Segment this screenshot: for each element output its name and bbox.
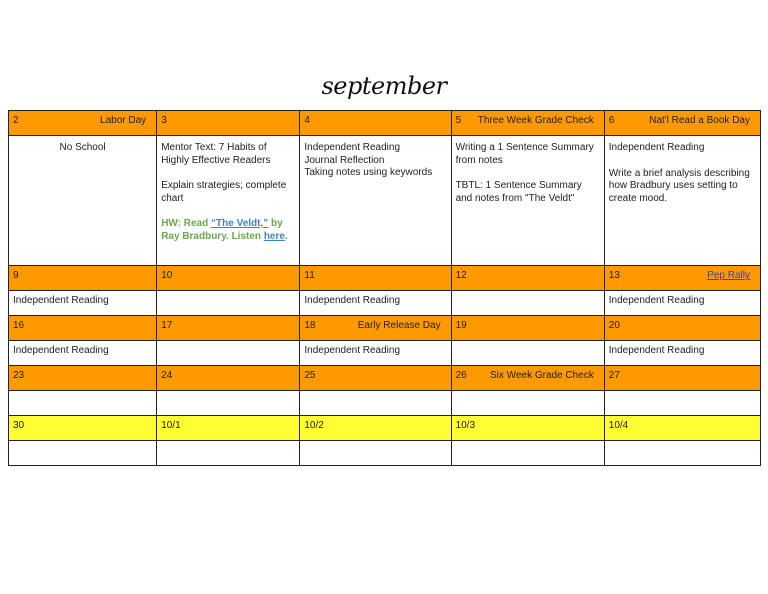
- day-event: Early Release Day: [357, 320, 441, 331]
- calendar-cell: [451, 316, 604, 341]
- calendar-row: [9, 266, 761, 291]
- homework-prefix: HW: Read: [161, 218, 212, 229]
- day-number: 16: [13, 320, 25, 331]
- day-event: Labor Day: [100, 115, 147, 126]
- day-number: 10/2: [304, 420, 324, 431]
- calendar-cell: [9, 316, 157, 341]
- calendar-cell: Independent Reading: [300, 341, 451, 366]
- day-number: 11: [304, 270, 315, 281]
- day-number: 25: [304, 370, 316, 381]
- september-calendar: [8, 110, 761, 466]
- calendar-cell: [604, 136, 760, 266]
- day-number: 3: [161, 115, 167, 126]
- calendar-cell: [451, 111, 604, 136]
- calendar-cell: [451, 416, 604, 441]
- calendar-cell: [451, 391, 604, 416]
- calendar-cell: [300, 416, 451, 441]
- homework-suffix: .: [284, 230, 288, 242]
- calendar-cell: [451, 291, 604, 316]
- calendar-cell: [604, 316, 760, 341]
- homework-middle: by Ray Bradbury. Listen: [161, 218, 283, 242]
- calendar-cell: [157, 391, 300, 416]
- day-number: 26: [455, 370, 467, 381]
- cell-text: Writing a 1 Sentence Summary from notes: [455, 142, 594, 166]
- calendar-row: [9, 366, 761, 391]
- spacer: [161, 205, 295, 218]
- day-number: 20: [608, 320, 620, 331]
- day-event: Three Week Grade Check: [477, 115, 594, 126]
- cell-text: Mentor Text: 7 Habits of Highly Effective Readers: [161, 142, 271, 166]
- calendar-cell: [604, 266, 760, 291]
- calendar-cell: [300, 111, 451, 136]
- calendar-cell: [451, 441, 604, 466]
- calendar-cell: [157, 341, 300, 366]
- day-number: 5: [455, 115, 462, 126]
- pep-rally-link[interactable]: Pep Rally: [707, 270, 750, 281]
- calendar-cell: Independent Reading: [300, 291, 451, 316]
- day-number: 4: [304, 115, 310, 126]
- calendar-row: [9, 136, 761, 266]
- calendar-row: [9, 391, 761, 416]
- calendar-cell: [9, 416, 157, 441]
- cell-text: Independent Reading: [304, 142, 401, 153]
- calendar-cell: [157, 111, 300, 136]
- day-event: Nat'l Read a Book Day: [649, 115, 750, 126]
- calendar-cell: [604, 391, 760, 416]
- day-number: 27: [608, 370, 620, 381]
- calendar-row: [9, 441, 761, 466]
- day-number: 9: [13, 270, 19, 281]
- calendar-cell: [9, 441, 157, 466]
- day-number: 10/1: [161, 420, 181, 431]
- homework-note: [161, 218, 295, 243]
- day-number: 10/3: [455, 420, 476, 431]
- calendar-cell: [157, 136, 300, 266]
- calendar-cell: [157, 266, 300, 291]
- day-number: 19: [455, 320, 467, 331]
- calendar-row: [9, 416, 761, 441]
- calendar-cell: [604, 416, 760, 441]
- calendar-cell: [9, 266, 157, 291]
- listen-here-link[interactable]: here: [263, 230, 285, 242]
- day-event: Six Week Grade Check: [490, 370, 594, 381]
- day-number: 10/4: [608, 420, 629, 431]
- calendar-cell: [300, 366, 451, 391]
- veldt-link[interactable]: “The Veldt,”: [211, 218, 269, 229]
- calendar-cell: [604, 441, 760, 466]
- calendar-cell: [157, 366, 300, 391]
- calendar-row: [9, 316, 761, 341]
- cell-text: No School: [59, 142, 106, 153]
- calendar-cell: [157, 416, 300, 441]
- day-number: 2: [13, 115, 19, 126]
- cell-text: TBTL: 1 Sentence Summary and notes from "The Veldt": [455, 180, 582, 204]
- cell-text: Journal Reflection: [304, 154, 385, 166]
- calendar-cell: Independent Reading: [9, 291, 157, 316]
- calendar-cell: [300, 441, 451, 466]
- calendar-row: [9, 111, 761, 136]
- cell-text: Taking notes using keywords: [304, 167, 433, 178]
- calendar-cell: [300, 391, 451, 416]
- spacer: [456, 167, 600, 180]
- calendar-cell: [300, 136, 451, 266]
- calendar-row: [9, 341, 761, 366]
- calendar-cell: [157, 316, 300, 341]
- calendar-cell: Independent Reading: [9, 341, 157, 366]
- calendar-cell: [451, 366, 604, 391]
- calendar-cell: [9, 366, 157, 391]
- calendar-cell: Independent Reading: [604, 291, 760, 316]
- calendar-cell: [9, 111, 157, 136]
- day-number: 17: [161, 320, 173, 331]
- calendar-cell: [300, 266, 451, 291]
- calendar-cell: [9, 391, 157, 416]
- calendar-row: [9, 291, 761, 316]
- calendar-cell: [157, 291, 300, 316]
- day-number: 24: [161, 370, 173, 381]
- calendar-cell: [157, 441, 300, 466]
- cell-text: Independent Reading: [608, 142, 705, 153]
- day-number: 13: [608, 270, 620, 281]
- day-number: 18: [304, 320, 316, 331]
- day-number: 30: [13, 420, 25, 431]
- calendar-cell: Independent Reading: [604, 341, 760, 366]
- spacer: [609, 155, 756, 168]
- day-number: 12: [455, 270, 467, 281]
- day-number: 10: [161, 270, 173, 281]
- cell-text: Explain strategies; complete chart: [161, 180, 287, 204]
- calendar-cell: [451, 266, 604, 291]
- day-number: 23: [13, 370, 25, 381]
- calendar-cell: [451, 136, 604, 266]
- calendar-cell: [300, 316, 451, 341]
- calendar-cell: [604, 366, 760, 391]
- day-number: 6: [608, 115, 615, 126]
- calendar-cell: [451, 341, 604, 366]
- spacer: [161, 167, 295, 180]
- calendar-cell: [604, 111, 760, 136]
- calendar-cell: [9, 136, 157, 266]
- cell-text: Write a brief analysis describing how Bradbury uses setting to create mood.: [608, 167, 750, 204]
- page-title: september: [321, 72, 447, 100]
